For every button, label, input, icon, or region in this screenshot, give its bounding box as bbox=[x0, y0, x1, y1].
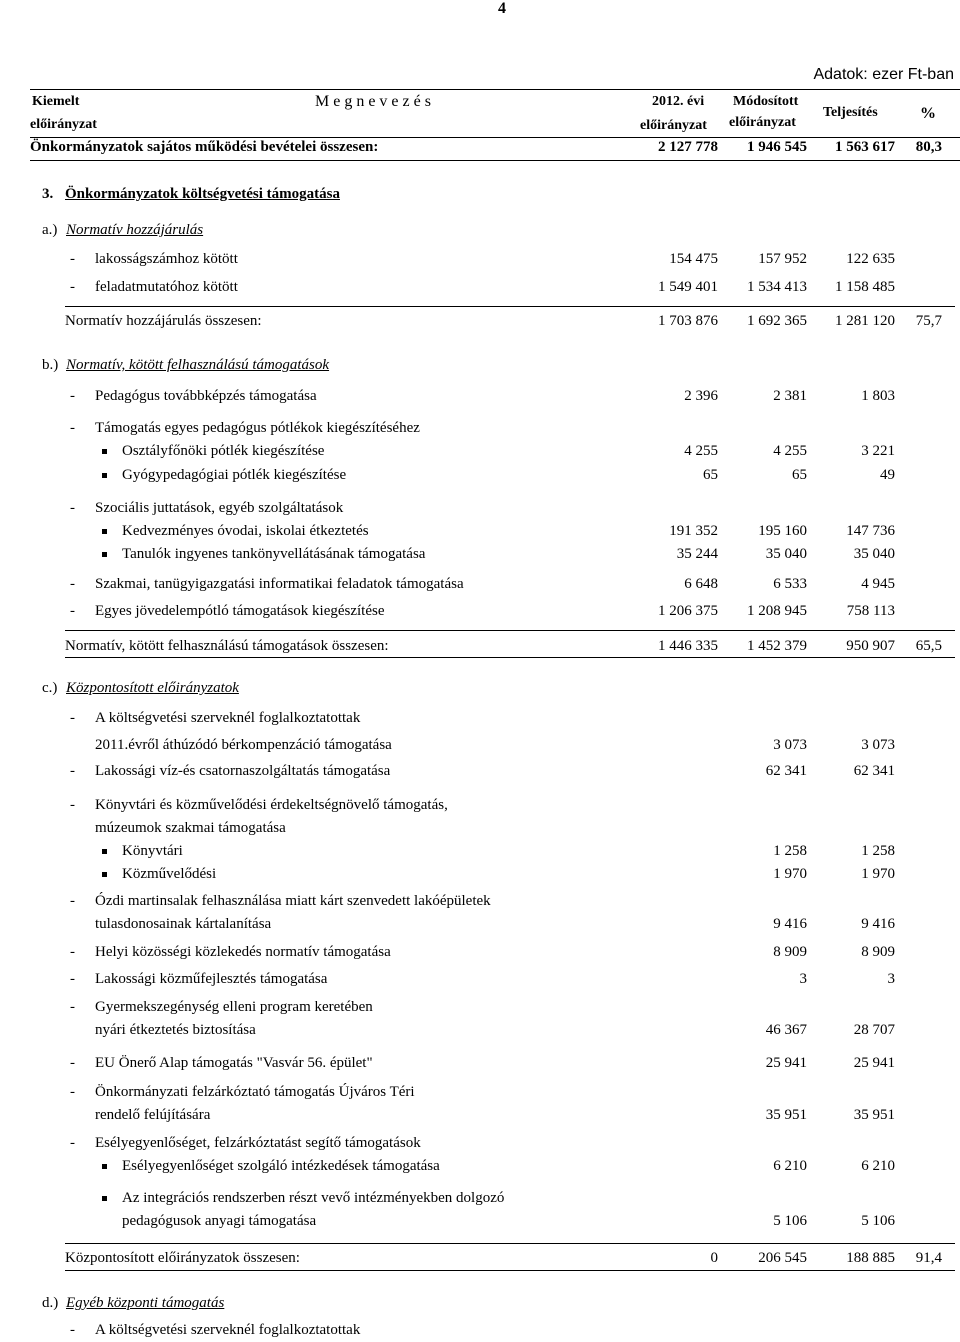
row-v3: 5 106 bbox=[861, 1213, 895, 1229]
row-label: Szakmai, tanügyigazgatási informatikai feladatok támogatása bbox=[95, 576, 464, 592]
summary-v3: 1 563 617 bbox=[835, 139, 895, 155]
c-total-line-bottom bbox=[65, 1270, 955, 1271]
dash: - bbox=[70, 763, 75, 779]
header-teljesites: Teljesítés bbox=[823, 105, 878, 120]
row-v3: 35 951 bbox=[853, 1107, 895, 1123]
c-total-v2: 206 545 bbox=[758, 1250, 807, 1266]
row-v3: 25 941 bbox=[853, 1055, 895, 1071]
row-label-line2: tulasdonosainak kártalanítása bbox=[95, 916, 272, 932]
c-total-pct: 91,4 bbox=[915, 1250, 942, 1266]
dash: - bbox=[70, 797, 75, 813]
row-v3: 1 970 bbox=[861, 866, 895, 882]
row-v2: 35 040 bbox=[765, 546, 807, 562]
row-label: Támogatás egyes pedagógus pótlékok kiegészítéséhez bbox=[95, 420, 420, 436]
row-v2: 6 533 bbox=[773, 576, 807, 592]
dash: - bbox=[70, 1135, 75, 1151]
row-label-line1: Gyermekszegénység elleni program keretében bbox=[95, 999, 373, 1015]
section-c-prefix: c.) bbox=[42, 680, 58, 696]
row-label-line1: Önkormányzati felzárkóztató támogatás Újváros Téri bbox=[95, 1084, 415, 1100]
row-label: Könyvtári bbox=[122, 843, 183, 859]
row-v2: 62 341 bbox=[765, 763, 807, 779]
dash: - bbox=[70, 251, 75, 267]
row-label: Tanulók ingyenes tankönyvellátásának támogatása bbox=[122, 546, 426, 562]
row-label-line2: 2011.évről áthúzódó bérkompenzáció támogatása bbox=[95, 737, 392, 753]
row-v3: 3 bbox=[887, 971, 895, 987]
a-total-label: Normatív hozzájárulás összesen: bbox=[65, 313, 262, 329]
header-megnevezes: M e g n e v e z é s bbox=[315, 93, 431, 110]
header-line-bottom bbox=[30, 137, 960, 138]
dash: - bbox=[70, 944, 75, 960]
dash: - bbox=[70, 710, 75, 726]
dash: - bbox=[70, 388, 75, 404]
row-label: lakosságszámhoz kötött bbox=[95, 251, 238, 267]
row-label-line2: múzeumok szakmai támogatása bbox=[95, 820, 286, 836]
row-label-line1: Könyvtári és közművelődési érdekeltségnövelő támogatás, bbox=[95, 797, 448, 813]
bullet-icon bbox=[102, 449, 107, 454]
row-v2: 9 416 bbox=[773, 916, 807, 932]
dash: - bbox=[70, 1322, 75, 1338]
dash: - bbox=[70, 576, 75, 592]
row-v3: 35 040 bbox=[853, 546, 895, 562]
row-v1: 2 396 bbox=[684, 388, 718, 404]
row-v3: 28 707 bbox=[853, 1022, 895, 1038]
row-label: Helyi közösségi közlekedés normatív támogatása bbox=[95, 944, 391, 960]
row-v3: 1 258 bbox=[861, 843, 895, 859]
row-label: Gyógypedagógiai pótlék kiegészítése bbox=[122, 467, 347, 483]
row-v2: 4 255 bbox=[773, 443, 807, 459]
dash: - bbox=[70, 500, 75, 516]
row-v3: 6 210 bbox=[861, 1158, 895, 1174]
row-v2: 25 941 bbox=[765, 1055, 807, 1071]
dash: - bbox=[70, 971, 75, 987]
row-v2: 65 bbox=[792, 467, 807, 483]
row-v2: 1 258 bbox=[773, 843, 807, 859]
c-total-v3: 188 885 bbox=[846, 1250, 895, 1266]
row-label-line1: Az integrációs rendszerben részt vevő intézményekben dolgozó bbox=[122, 1190, 505, 1206]
row-label: A költségvetési szerveknél foglalkoztatottak bbox=[95, 1322, 361, 1338]
row-v3: 122 635 bbox=[846, 251, 895, 267]
row-label: Esélyegyenlőséget, felzárkóztatást segítő támogatások bbox=[95, 1135, 421, 1151]
row-label: Közművelődési bbox=[122, 866, 217, 882]
row-v2: 1 534 413 bbox=[747, 279, 807, 295]
page-number: 4 bbox=[498, 0, 506, 17]
section-a-title: Normatív hozzájárulás bbox=[66, 222, 204, 238]
row-v2: 2 381 bbox=[773, 388, 807, 404]
row-label: Osztályfőnöki pótlék kiegészítése bbox=[122, 443, 325, 459]
summary-v1: 2 127 778 bbox=[658, 139, 718, 155]
row-v3: 9 416 bbox=[861, 916, 895, 932]
summary-line bbox=[30, 160, 960, 161]
bullet-icon bbox=[102, 473, 107, 478]
b-total-label: Normatív, kötött felhasználású támogatások összesen: bbox=[65, 638, 389, 654]
row-v2: 1 208 945 bbox=[747, 603, 807, 619]
row-v1: 1 206 375 bbox=[658, 603, 718, 619]
row-v1: 154 475 bbox=[669, 251, 718, 267]
b-total-line bbox=[65, 630, 955, 631]
row-label: Lakossági víz-és csatornaszolgáltatás támogatása bbox=[95, 763, 391, 779]
header-modositott-2: előirányzat bbox=[729, 115, 796, 130]
bullet-icon bbox=[102, 1164, 107, 1169]
row-v2: 157 952 bbox=[758, 251, 807, 267]
units-note: Adatok: ezer Ft-ban bbox=[813, 66, 954, 83]
row-v3: 4 945 bbox=[861, 576, 895, 592]
bullet-icon bbox=[102, 849, 107, 854]
row-v3: 147 736 bbox=[846, 523, 895, 539]
bullet-icon bbox=[102, 872, 107, 877]
a-total-line bbox=[65, 306, 955, 307]
dash: - bbox=[70, 1084, 75, 1100]
section-b-prefix: b.) bbox=[42, 357, 59, 373]
header-modositott: Módosított bbox=[733, 94, 799, 109]
row-label: Pedagógus továbbképzés támogatása bbox=[95, 388, 317, 404]
section-c-title: Központosított előirányzatok bbox=[66, 680, 239, 696]
row-v3: 62 341 bbox=[853, 763, 895, 779]
row-v1: 35 244 bbox=[676, 546, 718, 562]
b-total-v1: 1 446 335 bbox=[658, 638, 718, 654]
row-label-line2: nyári étkeztetés biztosítása bbox=[95, 1022, 256, 1038]
header-2012-2: előirányzat bbox=[640, 118, 707, 133]
row-label: Esélyegyenlőséget szolgáló intézkedések támogatása bbox=[122, 1158, 440, 1174]
row-v3: 1 803 bbox=[861, 388, 895, 404]
dash: - bbox=[70, 893, 75, 909]
dash: - bbox=[70, 603, 75, 619]
section3-number: 3. bbox=[42, 186, 54, 202]
section-a-prefix: a.) bbox=[42, 222, 58, 238]
row-label-line1: A költségvetési szerveknél foglalkoztatottak bbox=[95, 710, 361, 726]
row-label: Lakossági közműfejlesztés támogatása bbox=[95, 971, 328, 987]
row-label: feladatmutatóhoz kötött bbox=[95, 279, 238, 295]
dash: - bbox=[70, 420, 75, 436]
row-label-line1: Ózdi martinsalak felhasználása miatt kárt szenvedett lakóépületek bbox=[95, 893, 491, 909]
dash: - bbox=[70, 1055, 75, 1071]
header-kiemelt-2: előirányzat bbox=[30, 117, 97, 132]
section3-title: Önkormányzatok költségvetési támogatása bbox=[65, 186, 340, 202]
row-v3: 758 113 bbox=[846, 603, 895, 619]
c-total-v1: 0 bbox=[710, 1250, 718, 1266]
row-v2: 3 bbox=[799, 971, 807, 987]
row-v3: 1 158 485 bbox=[835, 279, 895, 295]
row-v1: 1 549 401 bbox=[658, 279, 718, 295]
section-d-prefix: d.) bbox=[42, 1295, 59, 1311]
row-label: Kedvezményes óvodai, iskolai étkeztetés bbox=[122, 523, 369, 539]
row-v3: 8 909 bbox=[861, 944, 895, 960]
row-v2: 5 106 bbox=[773, 1213, 807, 1229]
a-total-v2: 1 692 365 bbox=[747, 313, 807, 329]
row-v2: 8 909 bbox=[773, 944, 807, 960]
dash: - bbox=[70, 279, 75, 295]
row-v3: 49 bbox=[880, 467, 895, 483]
section-d-title: Egyéb központi támogatás bbox=[66, 1295, 225, 1311]
row-v1: 6 648 bbox=[684, 576, 718, 592]
c-total-line bbox=[65, 1243, 955, 1244]
row-label: Egyes jövedelempótló támogatások kiegészítése bbox=[95, 603, 385, 619]
bullet-icon bbox=[102, 529, 107, 534]
header-kiemelt: Kiemelt bbox=[32, 94, 80, 109]
summary-v2: 1 946 545 bbox=[747, 139, 807, 155]
row-v2: 1 970 bbox=[773, 866, 807, 882]
header-pct: % bbox=[920, 105, 936, 122]
row-v2: 35 951 bbox=[765, 1107, 807, 1123]
header-line-top bbox=[30, 89, 960, 90]
b-total-pct: 65,5 bbox=[915, 638, 942, 654]
header-2012: 2012. évi bbox=[652, 94, 705, 109]
a-total-v3: 1 281 120 bbox=[835, 313, 895, 329]
row-label-line2: rendelő felújítására bbox=[95, 1107, 211, 1123]
dash: - bbox=[70, 999, 75, 1015]
summary-pct: 80,3 bbox=[915, 139, 942, 155]
bullet-icon bbox=[102, 1196, 107, 1201]
b-total-line-bottom bbox=[65, 657, 955, 658]
row-v2: 195 160 bbox=[758, 523, 807, 539]
summary-label: Önkormányzatok sajátos működési bevételei összesen: bbox=[30, 139, 379, 155]
row-v3: 3 221 bbox=[861, 443, 895, 459]
row-label-line2: pedagógusok anyagi támogatása bbox=[122, 1213, 317, 1229]
row-v2: 6 210 bbox=[773, 1158, 807, 1174]
b-total-v3: 950 907 bbox=[846, 638, 895, 654]
c-total-label: Központosított előirányzatok összesen: bbox=[65, 1250, 300, 1266]
row-label: Szociális juttatások, egyéb szolgáltatások bbox=[95, 500, 344, 516]
a-total-pct: 75,7 bbox=[915, 313, 942, 329]
row-v2: 46 367 bbox=[765, 1022, 807, 1038]
row-v2: 3 073 bbox=[773, 737, 807, 753]
row-v1: 65 bbox=[703, 467, 718, 483]
bullet-icon bbox=[102, 552, 107, 557]
section-b-title: Normatív, kötött felhasználású támogatások bbox=[66, 357, 330, 373]
a-total-v1: 1 703 876 bbox=[658, 313, 718, 329]
row-label: EU Önerő Alap támogatás "Vasvár 56. épület" bbox=[95, 1055, 373, 1071]
row-v3: 3 073 bbox=[861, 737, 895, 753]
row-v1: 191 352 bbox=[669, 523, 718, 539]
b-total-v2: 1 452 379 bbox=[747, 638, 807, 654]
row-v1: 4 255 bbox=[684, 443, 718, 459]
